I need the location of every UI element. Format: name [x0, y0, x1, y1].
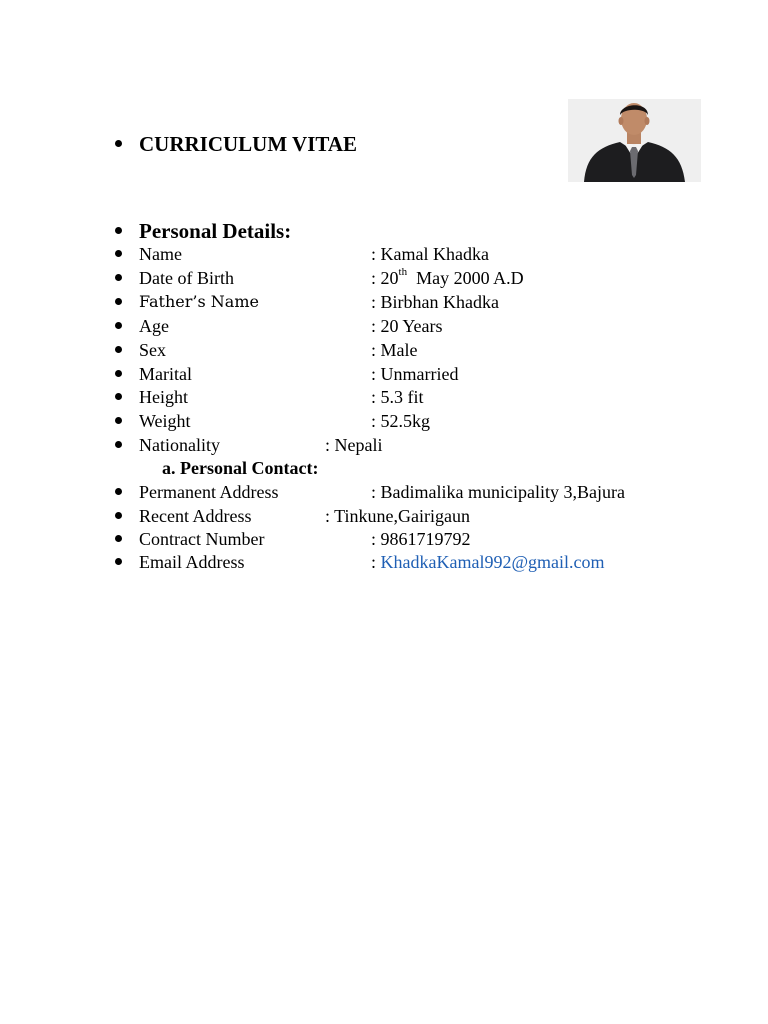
contact-row-recent: [0, 504, 768, 528]
field-label: Recent Address: [139, 506, 252, 526]
personal-row-age: [0, 314, 768, 338]
field-label: Nationality: [139, 435, 220, 455]
field-label: Contract Number: [139, 529, 265, 549]
field-value: : Kamal Khadka: [371, 244, 489, 264]
field-value: : Male: [371, 340, 418, 360]
field-value: : Nepali: [325, 435, 383, 455]
field-label: Father’s Name: [139, 292, 259, 311]
field-label: Weight: [139, 411, 191, 431]
personal-row-dob: [0, 266, 768, 290]
personal-row-weight: [0, 409, 768, 433]
person-photo-icon: [568, 99, 701, 182]
field-label: Email Address: [139, 552, 245, 572]
field-label: Permanent Address: [139, 482, 279, 502]
field-label: Sex: [139, 340, 166, 360]
bullet-icon: [115, 393, 122, 400]
field-value: : 9861719792: [371, 529, 471, 549]
bullet-icon: [115, 558, 122, 565]
field-value: : 20th May 2000 A.D: [371, 266, 524, 288]
bullet-icon: [115, 227, 122, 234]
personal-row-name: [0, 242, 768, 266]
bullet-icon: [115, 417, 122, 424]
personal-details-title-row: [0, 217, 768, 245]
field-value: : Unmarried: [371, 364, 459, 384]
personal-contact-title: a. Personal Contact:: [162, 458, 319, 478]
field-value: : Birbhan Khadka: [371, 292, 499, 312]
bullet-icon: [115, 535, 122, 542]
cv-title: CURRICULUM VITAE: [139, 132, 357, 156]
field-label: Date of Birth: [139, 268, 234, 288]
field-value: : Tinkune,Gairigaun: [325, 506, 471, 526]
contact-row-permanent: [0, 480, 768, 504]
field-value: : 5.3 fit: [371, 387, 424, 407]
contact-row-number: [0, 527, 768, 551]
contact-row-email: [0, 550, 768, 574]
bullet-icon: [115, 250, 122, 257]
bullet-icon: [115, 346, 122, 353]
person-photo: [568, 99, 701, 182]
bullet-icon: [115, 370, 122, 377]
personal-row-height: [0, 385, 768, 409]
personal-row-nationality: [0, 433, 768, 457]
bullet-icon: [115, 274, 122, 281]
bullet-icon: [115, 512, 122, 519]
personal-row-father: [0, 290, 768, 314]
field-value: : KhadkaKamal992@gmail.com: [371, 552, 605, 572]
personal-row-sex: [0, 338, 768, 362]
field-label: Marital: [139, 364, 192, 384]
personal-row-marital: [0, 362, 768, 386]
bullet-icon: [115, 488, 122, 495]
field-label: Age: [139, 316, 169, 336]
bullet-icon: [115, 441, 122, 448]
bullet-icon: [115, 322, 122, 329]
field-label: Name: [139, 244, 182, 264]
email-link[interactable]: KhadkaKamal992@gmail.com: [380, 552, 605, 572]
bullet-icon: [115, 140, 122, 147]
personal-details-title: Personal Details:: [139, 219, 292, 243]
field-label: Height: [139, 387, 188, 407]
field-value: : 52.5kg: [371, 411, 431, 431]
field-value: : 20 Years: [371, 316, 443, 336]
bullet-icon: [115, 298, 122, 305]
field-value: : Badimalika municipality 3,Bajura: [371, 482, 625, 502]
